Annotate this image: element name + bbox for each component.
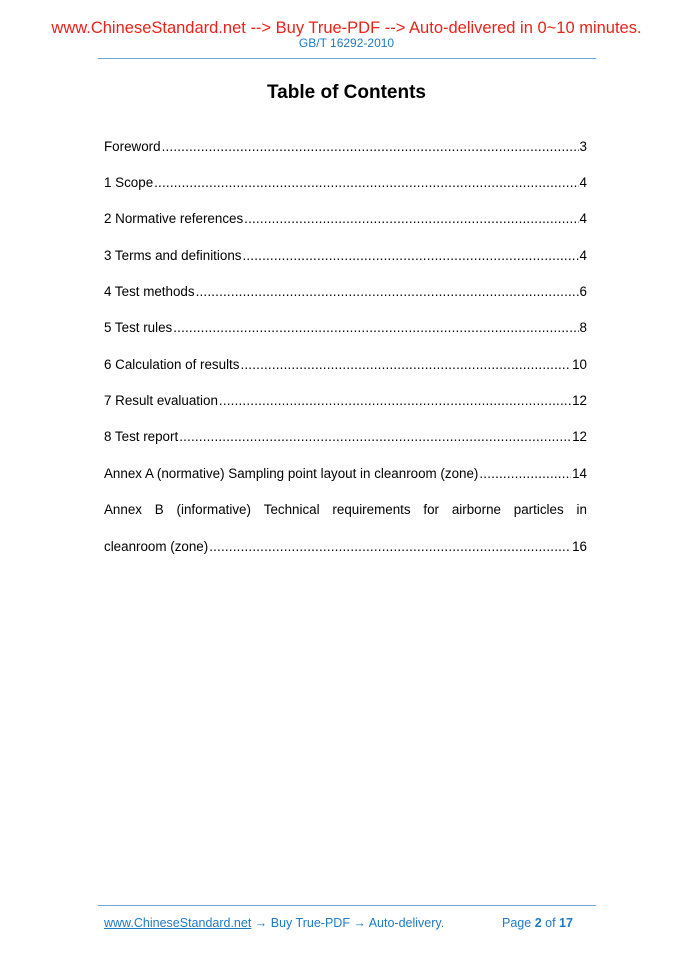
toc-page-number: 4 <box>579 248 587 263</box>
toc-page-number: 6 <box>579 284 587 299</box>
page-title: Table of Contents <box>266 82 427 103</box>
page-current: 2 <box>534 916 542 930</box>
toc-label: 3 Terms and definitions <box>104 248 242 263</box>
toc-leader <box>162 137 579 157</box>
toc-word: (informative) <box>176 502 251 517</box>
standard-code: GB/T 16292-2010 <box>298 36 395 50</box>
toc-page-number: 14 <box>572 466 587 481</box>
arrow-icon: → <box>251 916 271 930</box>
toc-entry-test-methods[interactable] <box>104 282 587 302</box>
footer-divider <box>98 905 596 906</box>
toc-label: Foreword <box>104 139 161 154</box>
footer-site-link[interactable]: www.ChineseStandard.net <box>104 916 252 930</box>
toc-word: B <box>154 502 164 517</box>
toc-leader <box>219 391 571 411</box>
toc-page-number: 10 <box>572 357 587 372</box>
toc-label: 5 Test rules <box>104 320 173 335</box>
toc-label: 4 Test methods <box>104 284 195 299</box>
page-indicator <box>502 916 573 930</box>
arrow-icon: → <box>349 916 369 930</box>
toc-leader <box>479 464 571 484</box>
header-divider <box>98 58 596 59</box>
toc-word: Annex <box>104 502 142 517</box>
toc-leader <box>244 209 578 229</box>
toc-entry-terms-definitions[interactable] <box>104 246 587 266</box>
toc-page-number: 12 <box>572 429 587 444</box>
toc-word: requirements <box>332 502 411 517</box>
toc-entry-test-rules[interactable] <box>104 318 587 338</box>
toc-entry-result-evaluation[interactable] <box>104 391 587 411</box>
toc-label: Annex A (normative) Sampling point layout in cleanroom (zone) <box>104 466 479 481</box>
toc-entry-foreword[interactable] <box>104 137 587 157</box>
toc-entry-normative-references[interactable] <box>104 209 587 229</box>
toc-leader <box>179 427 571 447</box>
toc-label: 6 Calculation of results <box>104 357 240 372</box>
toc-entry-annex-b[interactable] <box>104 537 587 557</box>
toc-entry-test-report[interactable] <box>104 427 587 447</box>
footer-buy-text: Buy True-PDF <box>270 916 350 930</box>
toc-page-number: 12 <box>572 393 587 408</box>
toc-entry-scope[interactable] <box>104 173 587 193</box>
toc-entry-calculation[interactable] <box>104 355 587 375</box>
page-of: of <box>545 916 556 930</box>
toc-word: particles <box>513 502 564 517</box>
toc-label: 7 Result evaluation <box>104 393 218 408</box>
toc-entry-annex-a[interactable] <box>104 464 587 484</box>
promo-banner[interactable]: www.ChineseStandard.net --> Buy True-PDF --> Auto-delivered in 0~10 minutes. <box>51 19 642 37</box>
page-total: 17 <box>559 916 573 930</box>
toc-leader <box>196 282 579 302</box>
toc-leader <box>242 246 578 266</box>
toc-page-number: 3 <box>579 139 587 154</box>
toc-page-number: 4 <box>579 175 587 190</box>
toc-page-number: 4 <box>579 211 587 226</box>
toc-leader <box>154 173 578 193</box>
toc-leader <box>209 537 571 557</box>
toc-leader <box>240 355 571 375</box>
toc-entry-annex-b-line1[interactable] <box>104 500 587 520</box>
toc-word: in <box>576 502 587 517</box>
toc-leader <box>173 318 578 338</box>
toc-label: 1 Scope <box>104 175 154 190</box>
toc-page-number: 16 <box>572 539 587 554</box>
toc-label: 2 Normative references <box>104 211 244 226</box>
toc-label: cleanroom (zone) <box>104 539 209 554</box>
toc-page-number: 8 <box>579 320 587 335</box>
toc-word: Technical <box>263 502 320 517</box>
footer-promo <box>104 916 444 930</box>
page-prefix: Page <box>502 916 532 930</box>
toc-word: for <box>423 502 440 517</box>
footer-delivery-text: Auto-delivery. <box>368 916 445 930</box>
toc-label: 8 Test report <box>104 429 179 444</box>
toc-word: airborne <box>451 502 501 517</box>
